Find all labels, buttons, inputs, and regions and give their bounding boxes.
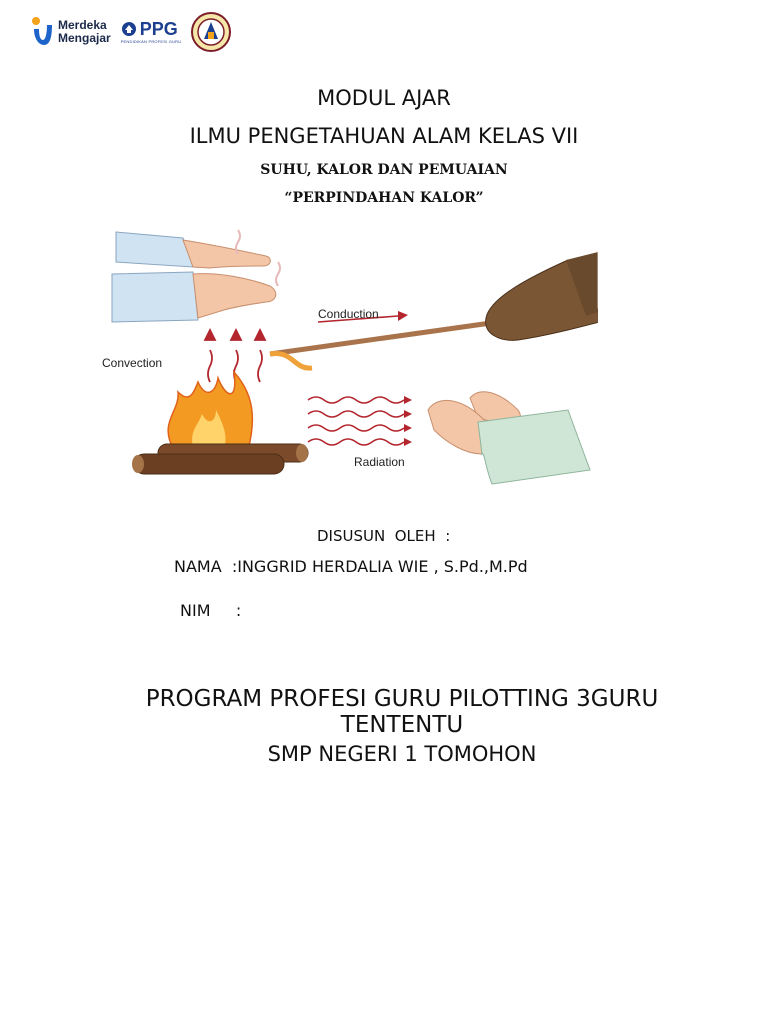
- logo-text-line1: Merdeka: [58, 18, 107, 32]
- radiation-label: Radiation: [354, 455, 405, 469]
- conduction-arrowhead: [398, 311, 408, 321]
- merdeka-mengajar-icon: [30, 15, 54, 49]
- log-end-left: [132, 455, 144, 473]
- school-name: SMP NEGERI 1 TOMOHON: [267, 742, 537, 766]
- ppg-subtext: PENDIDIKAN PROFESI GURU: [120, 39, 182, 44]
- program-title: PROGRAM PROFESI GURU PILOTTING 3GURU TENTENTU: [145, 686, 659, 738]
- rod-hook: [270, 353, 312, 368]
- bottom-left-sleeve: [112, 272, 198, 322]
- ppg-text: PPG: [139, 19, 178, 39]
- subtopic-title: “PERPINDAHAN KALOR”: [284, 190, 484, 206]
- header-logos: [30, 12, 231, 52]
- module-title: MODUL AJAR: [317, 86, 451, 110]
- heat-transfer-illustration: [98, 222, 598, 492]
- radiation-arrowheads: [404, 396, 412, 446]
- top-left-sleeve: [116, 232, 193, 267]
- log-front: [134, 454, 284, 474]
- bottom-left-hand: [193, 274, 276, 318]
- top-left-hand: [183, 240, 270, 268]
- ppg-logo: [121, 20, 182, 44]
- prepared-by-label: DISUSUN OLEH :: [317, 527, 451, 545]
- author-name: NAMA :INGGRID HERDALIA WIE , S.Pd.,M.Pd: [174, 557, 528, 576]
- ppg-icon: [121, 21, 137, 37]
- logo-text-line2: Mengajar: [58, 31, 111, 45]
- subject-title: ILMU PENGETAHUAN ALAM KELAS VII: [189, 124, 579, 148]
- merdeka-mengajar-logo: [30, 15, 111, 49]
- metal-rod: [270, 322, 498, 354]
- heat-wave-2: [276, 262, 280, 286]
- university-seal-icon: [191, 12, 231, 52]
- right-sleeve: [478, 410, 590, 484]
- conduction-label: Conduction: [318, 307, 379, 321]
- radiation-waves: [308, 397, 404, 445]
- author-nim: NIM :: [180, 601, 242, 620]
- topic-title: SUHU, KALOR DAN PEMUAIAN: [260, 162, 508, 178]
- convection-label: Convection: [102, 356, 163, 370]
- log-end-right: [296, 444, 308, 462]
- merdeka-mengajar-text: [58, 19, 111, 45]
